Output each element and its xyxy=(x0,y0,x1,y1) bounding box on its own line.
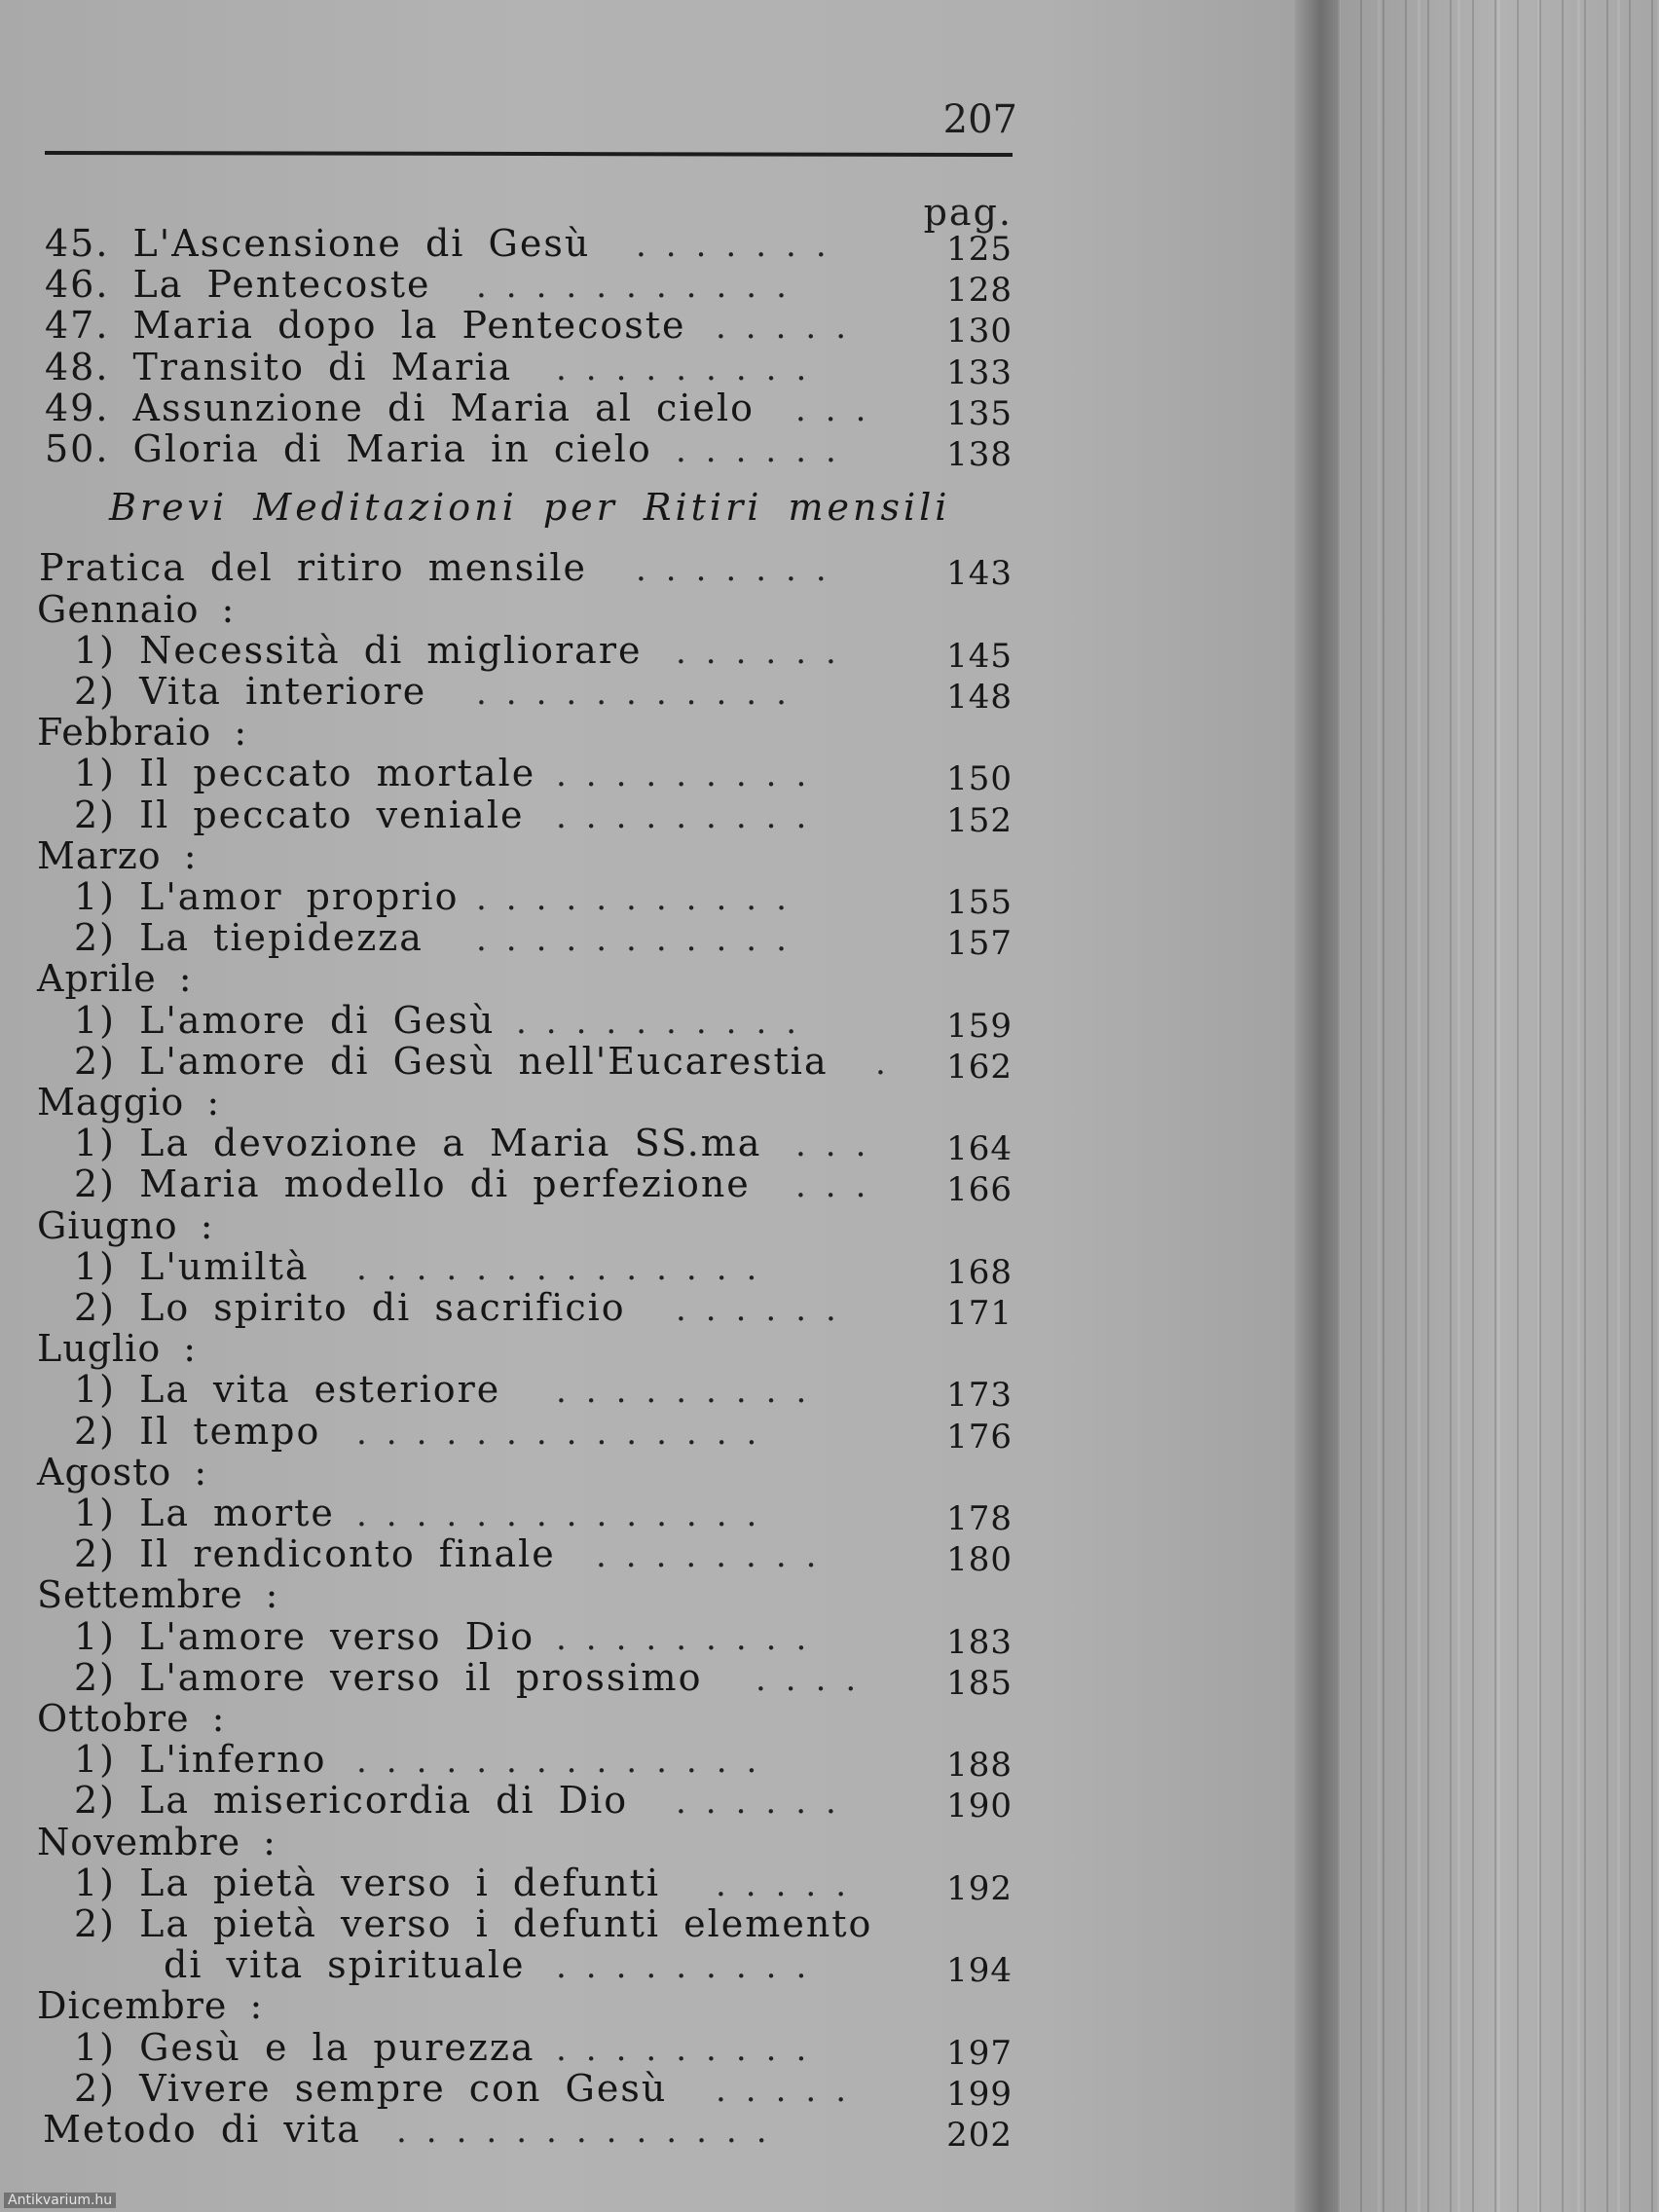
entry-title: 1) La pietà verso i defunti xyxy=(74,1861,661,1904)
entry-title: Agosto : xyxy=(37,1450,208,1493)
toc-entry xyxy=(0,1368,1305,1416)
toc-entry xyxy=(0,1532,1305,1580)
entry-title: 2) Il tempo xyxy=(74,1409,321,1453)
leader-dots: ......... xyxy=(556,796,827,836)
wood-background xyxy=(1338,0,1659,2212)
toc-entry xyxy=(0,670,1305,717)
entry-title: 1) L'amore verso Dio xyxy=(74,1614,535,1658)
leader-dots: ........... xyxy=(476,920,806,960)
leader-dots: ......... xyxy=(556,756,827,795)
leader-dots: ... xyxy=(795,1166,886,1206)
entry-page-number: 183 xyxy=(946,1622,1013,1662)
toc-entry xyxy=(0,2066,1305,2114)
entry-title: Settembre : xyxy=(37,1573,279,1617)
entry-title: Ottobre : xyxy=(37,1697,226,1740)
entry-title: 1) L'amore di Gesù xyxy=(74,998,496,1042)
entry-page-number: 168 xyxy=(946,1252,1013,1292)
toc-entry xyxy=(0,998,1305,1046)
entry-page-number: 159 xyxy=(946,1006,1013,1046)
section-heading xyxy=(0,486,1305,529)
leader-dots: .............. xyxy=(356,1413,777,1453)
month-heading xyxy=(0,1081,1305,1124)
leader-dots: . xyxy=(875,1043,905,1083)
entry-page-number: 199 xyxy=(946,2074,1013,2114)
entry-title: Febbraio : xyxy=(37,711,248,755)
entry-title: 2) Il rendiconto finale xyxy=(74,1532,556,1576)
leader-dots: ........... xyxy=(476,674,806,713)
entry-page-number: 173 xyxy=(946,1376,1013,1416)
month-heading xyxy=(0,588,1305,631)
entry-page-number: 178 xyxy=(946,1499,1013,1538)
entry-title: Dicembre : xyxy=(37,1984,264,2028)
entry-title: 2) La misericordia di Dio xyxy=(74,1779,629,1823)
page-number: 207 xyxy=(942,97,1017,142)
entry-title: 1) L'inferno xyxy=(74,1738,327,1782)
pag-label: pag. xyxy=(923,191,1013,234)
entry-title: 2) Lo spirito di sacrificio xyxy=(74,1286,626,1329)
entry-title: 2) Vivere sempre con Gesù xyxy=(74,2066,668,2110)
entry-page-number: 202 xyxy=(946,2116,1013,2155)
month-heading xyxy=(0,1697,1305,1740)
leader-dots: .......... xyxy=(516,1002,817,1042)
entry-page-number: 197 xyxy=(946,2033,1013,2073)
toc-entry xyxy=(0,628,1305,676)
toc-entry xyxy=(0,1492,1305,1538)
entry-title: di vita spirituale xyxy=(164,1943,526,1987)
entry-title: 1) L'amor proprio xyxy=(74,875,460,918)
entry-title: 1) La morte xyxy=(74,1492,335,1534)
entry-page-number: 130 xyxy=(946,312,1013,351)
entry-title: 46. La Pentecoste xyxy=(45,263,431,307)
entry-title: 1) Gesù e la purezza xyxy=(74,2025,535,2069)
toc-entry xyxy=(0,793,1305,840)
toc-entry xyxy=(0,304,1305,351)
toc-entry xyxy=(0,546,1305,594)
entry-page-number: 190 xyxy=(946,1787,1013,1826)
leader-dots: ..... xyxy=(716,2070,866,2110)
leader-dots: ......... xyxy=(556,349,827,388)
toc-entry xyxy=(0,875,1305,922)
entry-page-number: 194 xyxy=(946,1951,1013,1991)
leader-dots: ..... xyxy=(716,1864,866,1904)
toc-entry xyxy=(0,1039,1305,1087)
entry-page-number: 150 xyxy=(946,759,1013,799)
leader-dots: ..... xyxy=(716,308,866,348)
entry-title: Gennaio : xyxy=(37,587,236,631)
toc-entry xyxy=(0,1244,1305,1292)
leader-dots: ...... xyxy=(676,632,856,672)
leader-dots: ....... xyxy=(636,550,846,590)
leader-dots: .............. xyxy=(356,1742,777,1782)
entry-page-number: 185 xyxy=(946,1663,1013,1703)
month-heading xyxy=(0,1821,1305,1863)
month-heading xyxy=(0,1327,1305,1370)
toc-entry xyxy=(0,427,1305,474)
entry-page-number: 164 xyxy=(946,1129,1013,1169)
leader-dots: ........... xyxy=(476,267,806,307)
leader-dots: ........... xyxy=(476,879,806,918)
entry-page-number: 176 xyxy=(946,1417,1013,1456)
entry-page-number: 192 xyxy=(946,1868,1013,1908)
entry-title: 50. Gloria di Maria in cielo xyxy=(45,427,652,470)
entry-page-number: 148 xyxy=(946,678,1013,717)
entry-page-number: 155 xyxy=(946,883,1013,922)
entry-page-number: 171 xyxy=(946,1294,1013,1333)
entry-page-number: 128 xyxy=(946,271,1013,311)
entry-title: 2) L'amore verso il prossimo xyxy=(74,1655,703,1699)
entry-page-number: 166 xyxy=(946,1170,1013,1210)
leader-dots: ...... xyxy=(676,431,856,470)
entry-title: 49. Assunzione di Maria al cielo xyxy=(45,386,756,429)
entry-page-number: 145 xyxy=(946,636,1013,676)
month-heading xyxy=(0,1204,1305,1247)
leader-dots: ......... xyxy=(556,1372,827,1412)
entry-page-number: 152 xyxy=(946,800,1013,840)
month-heading xyxy=(0,957,1305,1000)
entry-page-number: 135 xyxy=(946,393,1013,433)
entry-title: 2) Maria modello di perfezione xyxy=(74,1162,751,1206)
entry-title: 2) L'amore di Gesù nell'Eucarestia xyxy=(74,1039,829,1083)
entry-title: 2) Il peccato veniale xyxy=(74,793,525,836)
toc-entry xyxy=(0,1162,1305,1210)
entry-page-number: 138 xyxy=(946,435,1013,474)
entry-title: 2) La pietà verso i defunti elemento xyxy=(74,1902,873,1945)
month-heading xyxy=(0,711,1305,754)
month-heading xyxy=(0,1451,1305,1493)
leader-dots: ...... xyxy=(676,1290,856,1329)
entry-title: 47. Maria dopo la Pentecoste xyxy=(45,304,686,348)
leader-dots: ............. xyxy=(396,2112,787,2151)
leader-dots: .............. xyxy=(356,1248,777,1288)
leader-dots: ....... xyxy=(636,226,846,265)
entry-title: 45. L'Ascensione di Gesù xyxy=(45,222,591,265)
leader-dots: ......... xyxy=(556,1947,827,1987)
leader-dots: ......... xyxy=(556,2029,827,2069)
month-heading xyxy=(0,1984,1305,2027)
toc-entry xyxy=(0,752,1305,799)
entry-title: Marzo : xyxy=(37,833,198,877)
leader-dots: ......... xyxy=(556,1618,827,1658)
toc-entry xyxy=(0,1655,1305,1703)
entry-title: Luglio : xyxy=(37,1327,198,1371)
entry-title: Aprile : xyxy=(37,957,193,1001)
toc-entry xyxy=(0,222,1305,269)
entry-page-number: 180 xyxy=(946,1540,1013,1580)
month-heading xyxy=(0,834,1305,877)
toc-entry xyxy=(0,1122,1305,1169)
entry-title: Giugno : xyxy=(37,1203,214,1247)
toc-entry xyxy=(0,1943,1305,1991)
toc-entry xyxy=(0,263,1305,311)
toc-entry xyxy=(0,2108,1305,2155)
toc-entry xyxy=(0,2025,1305,2073)
entry-title: Maggio : xyxy=(37,1081,221,1124)
entry-title: 1) L'umiltà xyxy=(74,1244,310,1288)
entry-title: Brevi Meditazioni per Ritiri mensili xyxy=(109,486,951,530)
entry-title: Metodo di vita xyxy=(43,2108,361,2151)
entry-title: 1) La devozione a Maria SS.ma xyxy=(74,1122,762,1165)
toc-entry xyxy=(0,1409,1305,1456)
entry-page-number: 157 xyxy=(946,924,1013,964)
entry-page-number: 125 xyxy=(946,230,1013,269)
leader-dots: ........ xyxy=(596,1536,836,1576)
entry-page-number: 162 xyxy=(946,1047,1013,1087)
leader-dots: .............. xyxy=(356,1495,777,1534)
leader-dots: ...... xyxy=(676,1783,856,1823)
toc-entry xyxy=(0,1902,1305,1945)
toc-entry xyxy=(0,345,1305,392)
toc-entry xyxy=(0,1286,1305,1333)
watermark: Antikvarium.hu xyxy=(4,2193,116,2208)
entry-page-number: 188 xyxy=(946,1746,1013,1786)
leader-dots: ... xyxy=(795,1125,886,1165)
toc-entry xyxy=(0,386,1305,433)
entry-title: 1) Necessità di migliorare xyxy=(74,628,643,672)
toc-entry xyxy=(0,1779,1305,1826)
entry-title: 2) La tiepidezza xyxy=(74,916,424,960)
entry-title: 1) Il peccato mortale xyxy=(74,752,536,795)
month-heading xyxy=(0,1573,1305,1616)
entry-page-number: 143 xyxy=(946,554,1013,594)
toc-entry xyxy=(0,916,1305,964)
leader-dots: ... xyxy=(795,389,886,429)
entry-title: 1) La vita esteriore xyxy=(74,1368,501,1412)
entry-title: Pratica del ritiro mensile xyxy=(39,546,588,590)
entry-page-number: 133 xyxy=(946,352,1013,392)
toc-entry xyxy=(0,1738,1305,1786)
leader-dots: .... xyxy=(756,1659,876,1699)
entry-title: 2) Vita interiore xyxy=(74,670,427,713)
toc-entry xyxy=(0,1614,1305,1662)
entry-title: 48. Transito di Maria xyxy=(45,345,513,388)
entry-title: Novembre : xyxy=(37,1820,276,1863)
toc-entry xyxy=(0,1861,1305,1908)
